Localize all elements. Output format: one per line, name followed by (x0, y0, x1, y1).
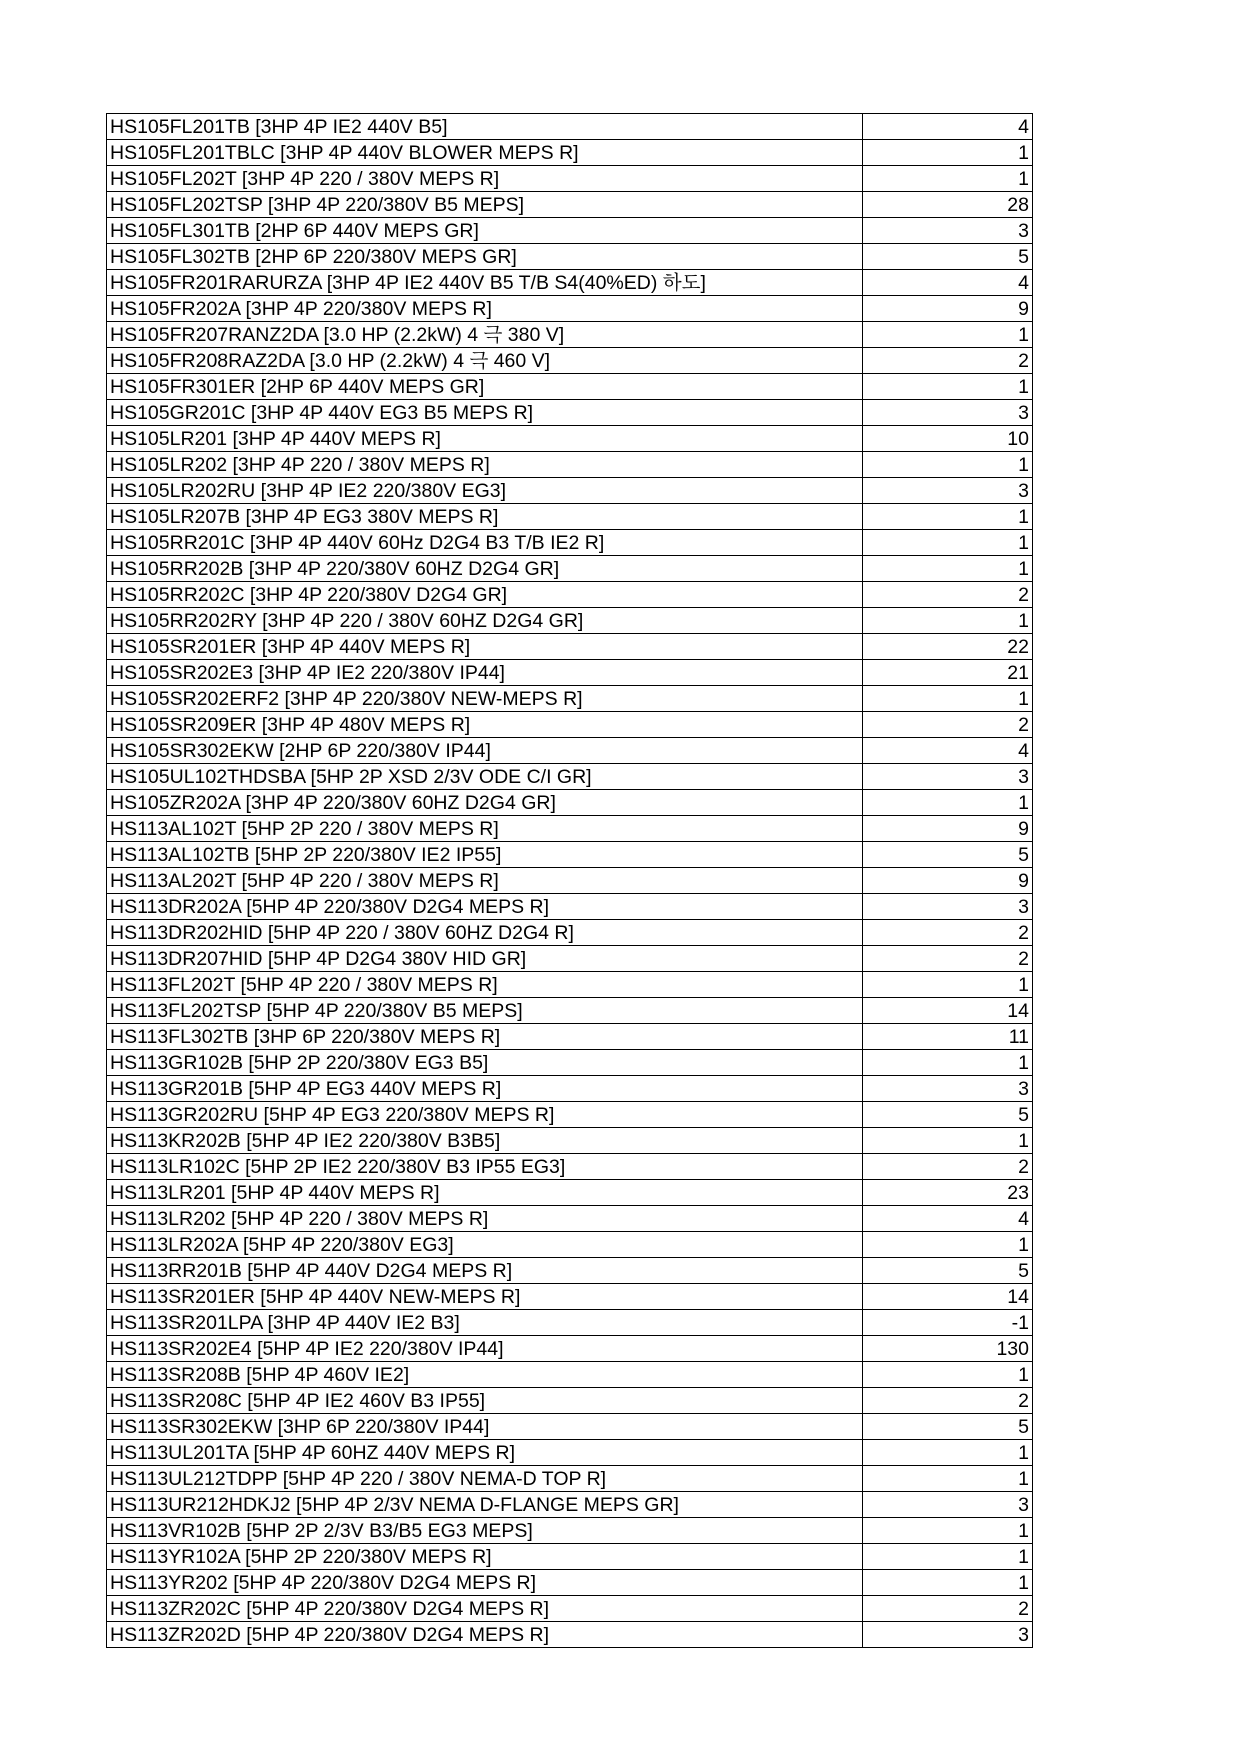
product-name-cell: HS105LR202RU [3HP 4P IE2 220/380V EG3] (107, 478, 863, 504)
quantity-cell: 1 (863, 1362, 1033, 1388)
table-row (107, 296, 1033, 322)
table-row (107, 1388, 1033, 1414)
quantity-cell: 3 (863, 1622, 1033, 1648)
quantity-cell: 1 (863, 608, 1033, 634)
quantity-cell: 1 (863, 140, 1033, 166)
table-row (107, 218, 1033, 244)
product-name-cell: HS105FR201RARURZA [3HP 4P IE2 440V B5 T/B S4(40%ED) 하도] (107, 270, 863, 296)
product-name-cell: HS113SR201LPA [3HP 4P 440V IE2 B3] (107, 1310, 863, 1336)
product-name-cell: HS105SR201ER [3HP 4P 440V MEPS R] (107, 634, 863, 660)
quantity-cell: 1 (863, 322, 1033, 348)
product-name-cell: HS113SR208B [5HP 4P 460V IE2] (107, 1362, 863, 1388)
table-row (107, 1232, 1033, 1258)
product-name-cell: HS113UL201TA [5HP 4P 60HZ 440V MEPS R] (107, 1440, 863, 1466)
quantity-cell: 4 (863, 270, 1033, 296)
table-row (107, 1544, 1033, 1570)
quantity-cell: 2 (863, 712, 1033, 738)
table-row (107, 1596, 1033, 1622)
table-row (107, 790, 1033, 816)
quantity-cell: 9 (863, 868, 1033, 894)
table-row (107, 374, 1033, 400)
quantity-cell: 5 (863, 1414, 1033, 1440)
product-name-cell: HS113YR102A [5HP 2P 220/380V MEPS R] (107, 1544, 863, 1570)
product-name-cell: HS113GR201B [5HP 4P EG3 440V MEPS R] (107, 1076, 863, 1102)
product-name-cell: HS113FL302TB [3HP 6P 220/380V MEPS R] (107, 1024, 863, 1050)
quantity-cell: 1 (863, 1544, 1033, 1570)
table-row (107, 972, 1033, 998)
quantity-cell: 21 (863, 660, 1033, 686)
table-row (107, 1336, 1033, 1362)
quantity-cell: 2 (863, 920, 1033, 946)
table-row (107, 1206, 1033, 1232)
table-row (107, 608, 1033, 634)
product-name-cell: HS113LR202 [5HP 4P 220 / 380V MEPS R] (107, 1206, 863, 1232)
table-row (107, 842, 1033, 868)
quantity-cell: 9 (863, 816, 1033, 842)
table-row (107, 1050, 1033, 1076)
table-row (107, 686, 1033, 712)
quantity-cell: 2 (863, 582, 1033, 608)
quantity-cell: 1 (863, 972, 1033, 998)
product-name-cell: HS113UL212TDPP [5HP 4P 220 / 380V NEMA-D TOP R] (107, 1466, 863, 1492)
table-row (107, 738, 1033, 764)
product-name-cell: HS105SR209ER [3HP 4P 480V MEPS R] (107, 712, 863, 738)
product-name-cell: HS105SR302EKW [2HP 6P 220/380V IP44] (107, 738, 863, 764)
product-name-cell: HS113GR102B [5HP 2P 220/380V EG3 B5] (107, 1050, 863, 1076)
table-row (107, 1102, 1033, 1128)
table-row (107, 1518, 1033, 1544)
product-name-cell: HS105FL202TSP [3HP 4P 220/380V B5 MEPS] (107, 192, 863, 218)
quantity-cell: 5 (863, 842, 1033, 868)
table-row (107, 192, 1033, 218)
quantity-cell: 3 (863, 218, 1033, 244)
product-name-cell: HS105UL102THDSBA [5HP 2P XSD 2/3V ODE C/I GR] (107, 764, 863, 790)
quantity-cell: 14 (863, 1284, 1033, 1310)
product-name-cell: HS113FL202TSP [5HP 4P 220/380V B5 MEPS] (107, 998, 863, 1024)
quantity-cell: 1 (863, 1518, 1033, 1544)
product-name-cell: HS113AL202T [5HP 4P 220 / 380V MEPS R] (107, 868, 863, 894)
product-name-cell: HS113FL202T [5HP 4P 220 / 380V MEPS R] (107, 972, 863, 998)
quantity-cell: 1 (863, 1440, 1033, 1466)
table-row (107, 634, 1033, 660)
table-row (107, 1310, 1033, 1336)
quantity-cell: 28 (863, 192, 1033, 218)
product-name-cell: HS113AL102TB [5HP 2P 220/380V IE2 IP55] (107, 842, 863, 868)
product-name-cell: HS113ZR202D [5HP 4P 220/380V D2G4 MEPS R] (107, 1622, 863, 1648)
quantity-cell: 3 (863, 478, 1033, 504)
table-row (107, 1076, 1033, 1102)
quantity-cell: 4 (863, 1206, 1033, 1232)
quantity-cell: 1 (863, 452, 1033, 478)
quantity-cell: 9 (863, 296, 1033, 322)
product-name-cell: HS105FL301TB [2HP 6P 440V MEPS GR] (107, 218, 863, 244)
table-row (107, 244, 1033, 270)
product-name-cell: HS113LR102C [5HP 2P IE2 220/380V B3 IP55 EG3] (107, 1154, 863, 1180)
product-name-cell: HS113VR102B [5HP 2P 2/3V B3/B5 EG3 MEPS] (107, 1518, 863, 1544)
quantity-cell: 1 (863, 504, 1033, 530)
inventory-table-body (107, 114, 1033, 1648)
table-row (107, 1492, 1033, 1518)
quantity-cell: 130 (863, 1336, 1033, 1362)
product-name-cell: HS105FL302TB [2HP 6P 220/380V MEPS GR] (107, 244, 863, 270)
quantity-cell: -1 (863, 1310, 1033, 1336)
quantity-cell: 1 (863, 1232, 1033, 1258)
product-name-cell: HS105SR202E3 [3HP 4P IE2 220/380V IP44] (107, 660, 863, 686)
quantity-cell: 3 (863, 894, 1033, 920)
table-row (107, 712, 1033, 738)
table-row (107, 348, 1033, 374)
product-name-cell: HS113DR202HID [5HP 4P 220 / 380V 60HZ D2G4 R] (107, 920, 863, 946)
table-row (107, 270, 1033, 296)
table-row (107, 998, 1033, 1024)
quantity-cell: 2 (863, 1596, 1033, 1622)
quantity-cell: 3 (863, 400, 1033, 426)
product-name-cell: HS105FL201TB [3HP 4P IE2 440V B5] (107, 114, 863, 140)
product-name-cell: HS113KR202B [5HP 4P IE2 220/380V B3B5] (107, 1128, 863, 1154)
inventory-table (106, 113, 1033, 1648)
quantity-cell: 10 (863, 426, 1033, 452)
table-row (107, 426, 1033, 452)
product-name-cell: HS113SR201ER [5HP 4P 440V NEW-MEPS R] (107, 1284, 863, 1310)
table-row (107, 452, 1033, 478)
table-row (107, 322, 1033, 348)
table-row (107, 140, 1033, 166)
table-row (107, 400, 1033, 426)
product-name-cell: HS105GR201C [3HP 4P 440V EG3 B5 MEPS R] (107, 400, 863, 426)
table-row (107, 894, 1033, 920)
quantity-cell: 2 (863, 1154, 1033, 1180)
product-name-cell: HS113SR208C [5HP 4P IE2 460V B3 IP55] (107, 1388, 863, 1414)
product-name-cell: HS105SR202ERF2 [3HP 4P 220/380V NEW-MEPS R] (107, 686, 863, 712)
quantity-cell: 14 (863, 998, 1033, 1024)
table-row (107, 660, 1033, 686)
table-row (107, 868, 1033, 894)
table-row (107, 1258, 1033, 1284)
table-row (107, 530, 1033, 556)
product-name-cell: HS105FR301ER [2HP 6P 440V MEPS GR] (107, 374, 863, 400)
product-name-cell: HS113UR212HDKJ2 [5HP 4P 2/3V NEMA D-FLANGE MEPS GR] (107, 1492, 863, 1518)
table-row (107, 920, 1033, 946)
product-name-cell: HS113SR302EKW [3HP 6P 220/380V IP44] (107, 1414, 863, 1440)
product-name-cell: HS113LR202A [5HP 4P 220/380V EG3] (107, 1232, 863, 1258)
product-name-cell: HS105RR201C [3HP 4P 440V 60Hz D2G4 B3 T/B IE2 R] (107, 530, 863, 556)
quantity-cell: 5 (863, 1102, 1033, 1128)
quantity-cell: 11 (863, 1024, 1033, 1050)
table-row (107, 1284, 1033, 1310)
quantity-cell: 23 (863, 1180, 1033, 1206)
quantity-cell: 1 (863, 530, 1033, 556)
product-name-cell: HS113ZR202C [5HP 4P 220/380V D2G4 MEPS R] (107, 1596, 863, 1622)
quantity-cell: 1 (863, 1128, 1033, 1154)
table-row (107, 1362, 1033, 1388)
table-row (107, 1414, 1033, 1440)
table-row (107, 504, 1033, 530)
product-name-cell: HS113LR201 [5HP 4P 440V MEPS R] (107, 1180, 863, 1206)
quantity-cell: 3 (863, 1076, 1033, 1102)
product-name-cell: HS113AL102T [5HP 2P 220 / 380V MEPS R] (107, 816, 863, 842)
product-name-cell: HS105ZR202A [3HP 4P 220/380V 60HZ D2G4 GR] (107, 790, 863, 816)
quantity-cell: 1 (863, 686, 1033, 712)
quantity-cell: 4 (863, 114, 1033, 140)
table-row (107, 556, 1033, 582)
table-row (107, 582, 1033, 608)
table-row (107, 1466, 1033, 1492)
table-row (107, 478, 1033, 504)
table-row (107, 1440, 1033, 1466)
table-row (107, 1180, 1033, 1206)
product-name-cell: HS105FL201TBLC [3HP 4P 440V BLOWER MEPS R] (107, 140, 863, 166)
product-name-cell: HS105FL202T [3HP 4P 220 / 380V MEPS R] (107, 166, 863, 192)
product-name-cell: HS113RR201B [5HP 4P 440V D2G4 MEPS R] (107, 1258, 863, 1284)
product-name-cell: HS113DR207HID [5HP 4P D2G4 380V HID GR] (107, 946, 863, 972)
product-name-cell: HS105LR207B [3HP 4P EG3 380V MEPS R] (107, 504, 863, 530)
product-name-cell: HS105LR201 [3HP 4P 440V MEPS R] (107, 426, 863, 452)
product-name-cell: HS105RR202B [3HP 4P 220/380V 60HZ D2G4 GR] (107, 556, 863, 582)
product-name-cell: HS105FR207RANZ2DA [3.0 HP (2.2kW) 4 극 380 V] (107, 322, 863, 348)
quantity-cell: 3 (863, 764, 1033, 790)
table-row (107, 1128, 1033, 1154)
product-name-cell: HS113GR202RU [5HP 4P EG3 220/380V MEPS R] (107, 1102, 863, 1128)
table-row (107, 1570, 1033, 1596)
table-row (107, 764, 1033, 790)
table-row (107, 946, 1033, 972)
table-row (107, 1154, 1033, 1180)
quantity-cell: 22 (863, 634, 1033, 660)
table-row (107, 166, 1033, 192)
quantity-cell: 1 (863, 790, 1033, 816)
product-name-cell: HS113YR202 [5HP 4P 220/380V D2G4 MEPS R] (107, 1570, 863, 1596)
product-name-cell: HS113DR202A [5HP 4P 220/380V D2G4 MEPS R] (107, 894, 863, 920)
table-row (107, 1622, 1033, 1648)
quantity-cell: 1 (863, 374, 1033, 400)
table-row (107, 816, 1033, 842)
quantity-cell: 5 (863, 1258, 1033, 1284)
quantity-cell: 1 (863, 556, 1033, 582)
product-name-cell: HS105RR202C [3HP 4P 220/380V D2G4 GR] (107, 582, 863, 608)
quantity-cell: 5 (863, 244, 1033, 270)
quantity-cell: 1 (863, 1466, 1033, 1492)
product-name-cell: HS105LR202 [3HP 4P 220 / 380V MEPS R] (107, 452, 863, 478)
quantity-cell: 1 (863, 1570, 1033, 1596)
product-name-cell: HS105RR202RY [3HP 4P 220 / 380V 60HZ D2G4 GR] (107, 608, 863, 634)
quantity-cell: 2 (863, 348, 1033, 374)
quantity-cell: 1 (863, 166, 1033, 192)
quantity-cell: 4 (863, 738, 1033, 764)
quantity-cell: 3 (863, 1492, 1033, 1518)
product-name-cell: HS113SR202E4 [5HP 4P IE2 220/380V IP44] (107, 1336, 863, 1362)
quantity-cell: 2 (863, 946, 1033, 972)
table-row (107, 1024, 1033, 1050)
quantity-cell: 1 (863, 1050, 1033, 1076)
product-name-cell: HS105FR202A [3HP 4P 220/380V MEPS R] (107, 296, 863, 322)
product-name-cell: HS105FR208RAZ2DA [3.0 HP (2.2kW) 4 극 460 V] (107, 348, 863, 374)
table-row (107, 114, 1033, 140)
quantity-cell: 2 (863, 1388, 1033, 1414)
